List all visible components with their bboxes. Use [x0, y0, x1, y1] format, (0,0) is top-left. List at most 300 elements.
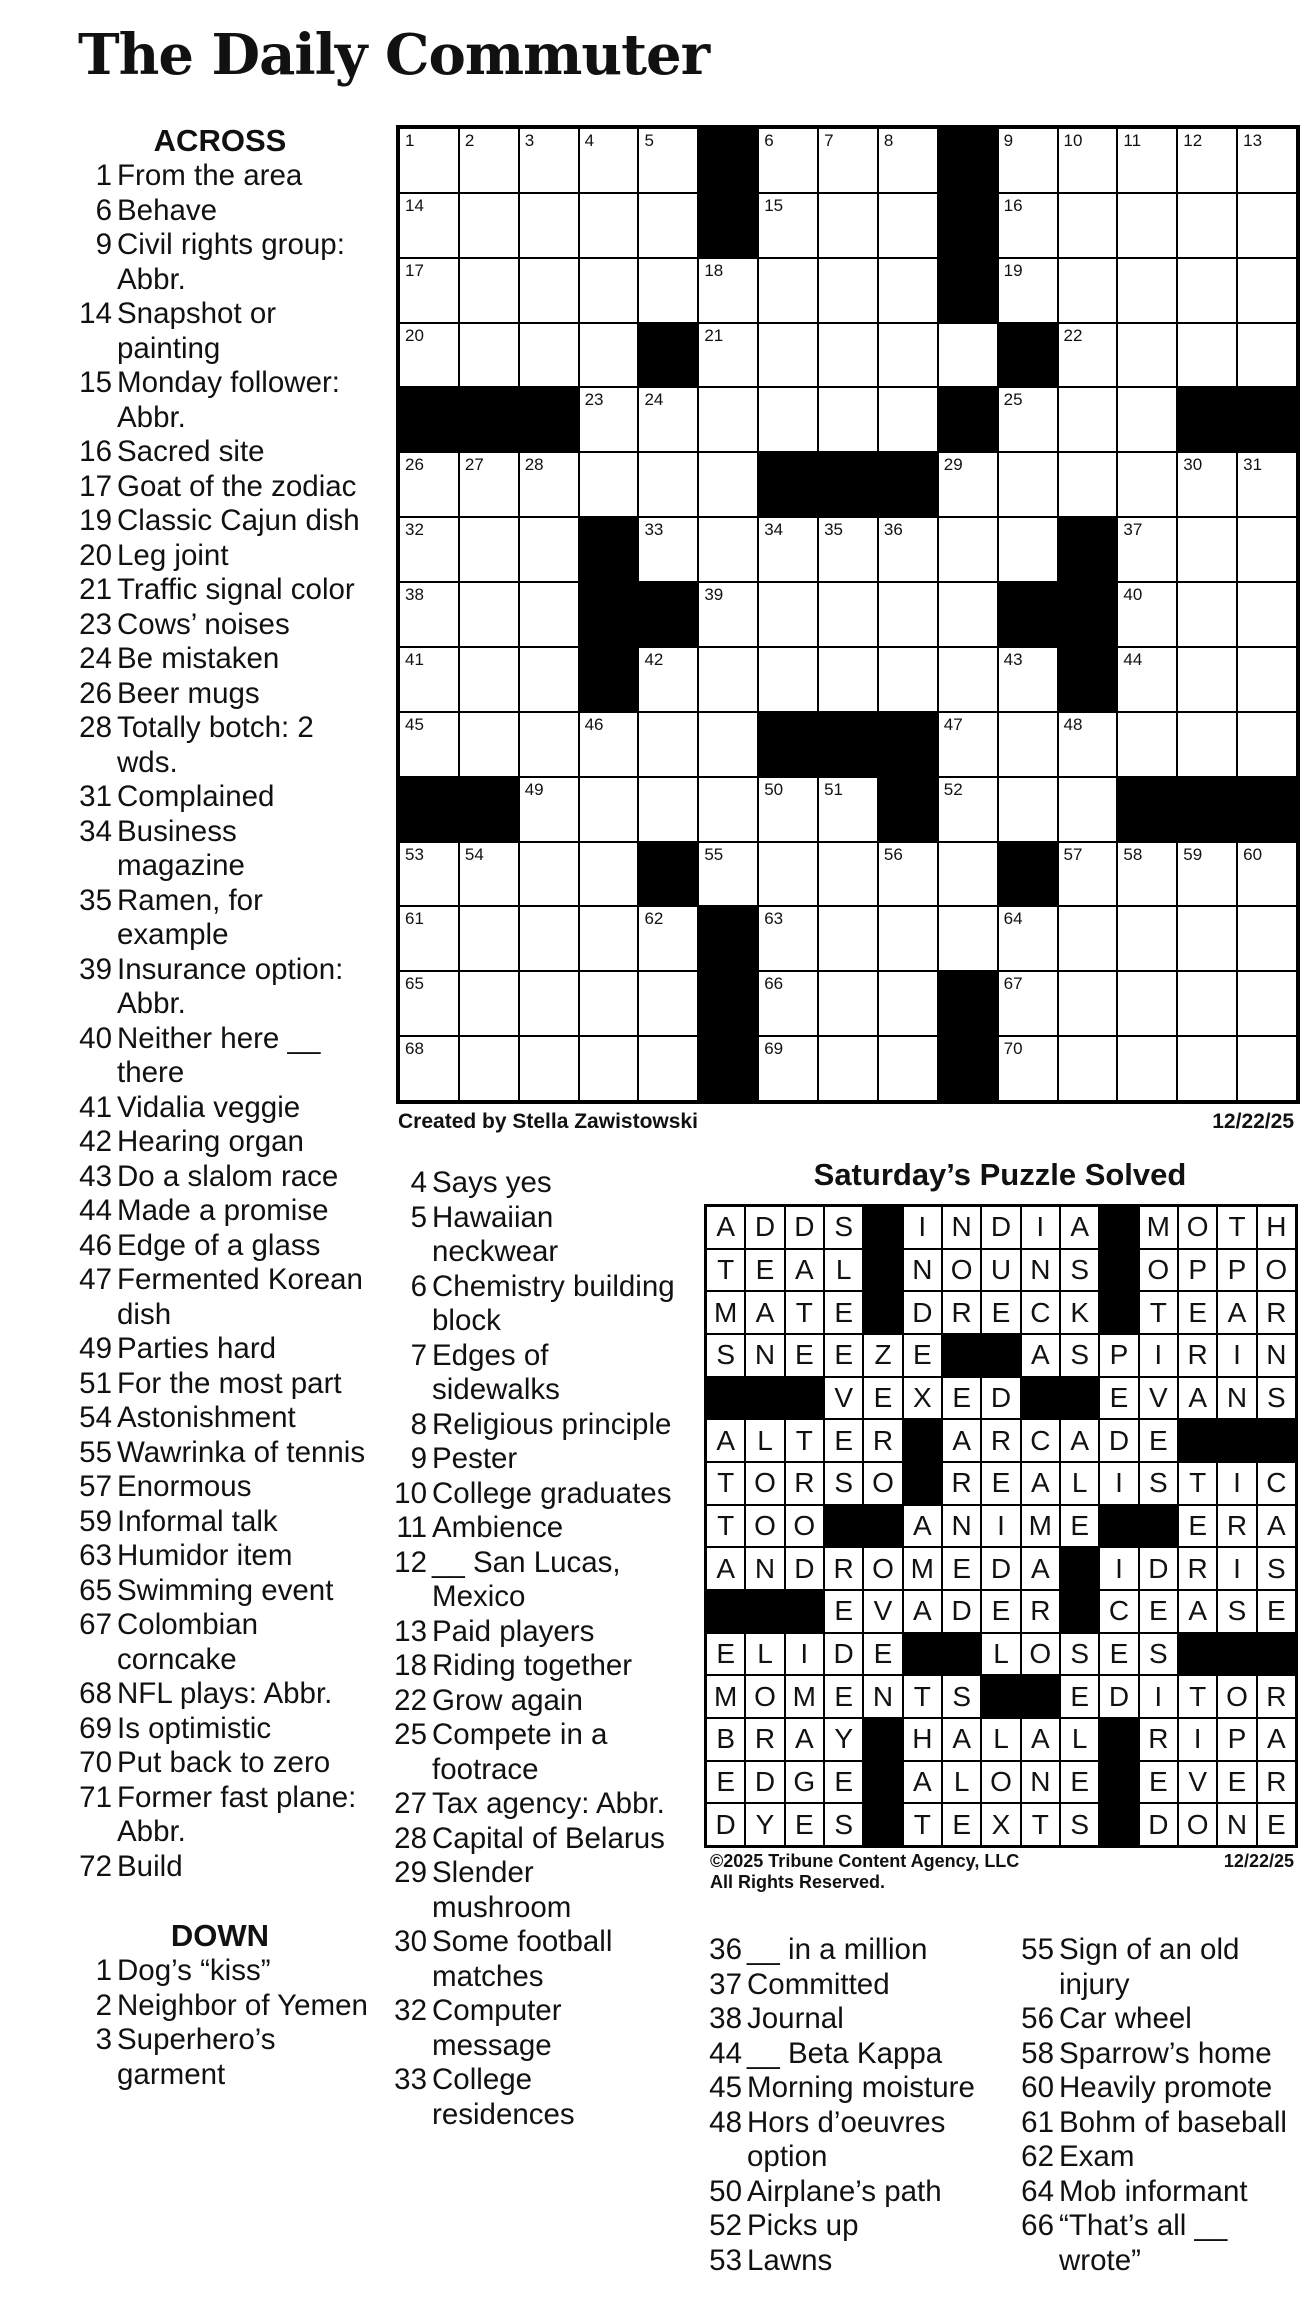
grid-cell[interactable] [638, 193, 698, 258]
black-square [638, 842, 698, 907]
grid-cell[interactable] [878, 1036, 938, 1101]
grid-cell[interactable] [1058, 387, 1118, 452]
grid-cell[interactable] [519, 258, 579, 323]
clue-number: 29 [394, 1856, 427, 1889]
grid-cell[interactable] [638, 1036, 698, 1101]
grid-cell[interactable] [1177, 842, 1237, 907]
solution-letter: V [824, 1377, 863, 1420]
grid-cell[interactable] [459, 452, 519, 517]
grid-cell[interactable] [998, 452, 1058, 517]
grid-cell[interactable] [579, 323, 639, 388]
solution-letter: E [706, 1633, 745, 1676]
cell-number: 69 [764, 1039, 784, 1059]
black-square [459, 777, 519, 842]
grid-cell[interactable] [818, 582, 878, 647]
grid-cell[interactable] [459, 971, 519, 1036]
grid-cell[interactable] [818, 517, 878, 582]
grid-cell[interactable] [1117, 647, 1177, 712]
grid-cell[interactable] [698, 387, 758, 452]
grid-cell[interactable] [638, 387, 698, 452]
solution-letter: M [903, 1547, 942, 1590]
grid-cell[interactable] [698, 517, 758, 582]
clue-number: 18 [394, 1649, 427, 1682]
grid-cell[interactable] [1117, 971, 1177, 1036]
solution-date: 12/22/25 [1223, 1851, 1294, 1871]
clue-number: 19 [79, 504, 112, 537]
grid-cell[interactable] [519, 712, 579, 777]
grid-cell[interactable] [938, 582, 998, 647]
solution-letter: V [1139, 1377, 1178, 1420]
cell-number: 70 [1003, 1039, 1023, 1059]
grid-cell[interactable] [459, 906, 519, 971]
grid-cell[interactable] [1058, 971, 1118, 1036]
solution-black-square [1257, 1419, 1296, 1462]
clue-item [70, 1712, 370, 1747]
grid-cell[interactable] [758, 906, 818, 971]
grid-cell[interactable] [758, 258, 818, 323]
grid-cell[interactable] [758, 582, 818, 647]
grid-cell[interactable] [1177, 1036, 1237, 1101]
solution-black-square [785, 1590, 824, 1633]
clue-text: Sparrow’s home [1059, 2036, 1272, 2070]
solution-letter: E [824, 1590, 863, 1633]
grid-cell[interactable] [878, 193, 938, 258]
clue-item [70, 194, 370, 229]
grid-cell[interactable] [998, 517, 1058, 582]
clue-text: College graduates [432, 1476, 672, 1510]
grid-cell[interactable] [1237, 452, 1297, 517]
grid-cell[interactable] [938, 517, 998, 582]
clue-number: 7 [410, 1338, 427, 1372]
solution-letter: T [785, 1419, 824, 1462]
grid-cell[interactable] [998, 647, 1058, 712]
grid-cell[interactable] [519, 452, 579, 517]
grid-cell[interactable] [1237, 842, 1297, 907]
solution-letter: N [942, 1505, 981, 1548]
clue-item [70, 159, 370, 194]
grid-cell[interactable] [1117, 712, 1177, 777]
grid-cell[interactable] [399, 258, 459, 323]
grid-cell[interactable] [998, 712, 1058, 777]
grid-cell[interactable] [519, 517, 579, 582]
grid-cell[interactable] [519, 647, 579, 712]
solution-black-square [863, 1249, 902, 1292]
solution-letter: D [981, 1206, 1020, 1249]
solution-letter: O [942, 1249, 981, 1292]
cell-number: 15 [764, 195, 784, 215]
grid-cell[interactable] [1237, 906, 1297, 971]
clue-item [70, 435, 370, 470]
grid-cell[interactable] [1177, 582, 1237, 647]
grid-cell[interactable] [1117, 258, 1177, 323]
clue-text: __ in a million [747, 1933, 928, 1966]
grid-cell[interactable] [878, 387, 938, 452]
clue-number: 69 [79, 1711, 112, 1745]
solution-letter: O [1217, 1675, 1256, 1718]
grid-cell[interactable] [1058, 842, 1118, 907]
cell-number: 60 [1243, 844, 1263, 864]
grid-cell[interactable] [459, 258, 519, 323]
solution-letter: E [785, 1803, 824, 1846]
grid-cell[interactable] [1058, 258, 1118, 323]
cell-number: 3 [524, 131, 535, 150]
solution-letter: L [745, 1633, 784, 1676]
grid-cell[interactable] [519, 582, 579, 647]
grid-cell[interactable] [698, 582, 758, 647]
black-square [818, 712, 878, 777]
grid-cell[interactable] [1237, 128, 1297, 193]
black-square [1117, 777, 1177, 842]
grid-cell[interactable] [758, 323, 818, 388]
cell-number: 65 [405, 974, 424, 994]
grid-cell[interactable] [1058, 452, 1118, 517]
clue-text: Picks up [747, 2209, 859, 2242]
grid-cell[interactable] [579, 452, 639, 517]
grid-cell[interactable] [459, 517, 519, 582]
grid-cell[interactable] [1237, 712, 1297, 777]
grid-cell[interactable] [938, 712, 998, 777]
solution-letter: C [1021, 1291, 1060, 1334]
grid-cell[interactable] [1177, 906, 1237, 971]
solution-black-square [1178, 1419, 1217, 1462]
grid-cell[interactable] [1058, 712, 1118, 777]
solution-letter: R [1217, 1505, 1256, 1548]
clue-text: Snapshot or painting [117, 297, 277, 365]
cell-number: 55 [704, 844, 724, 864]
grid-cell[interactable] [1237, 323, 1297, 388]
grid-cell[interactable] [519, 193, 579, 258]
grid-cell[interactable] [938, 452, 998, 517]
grid-cell[interactable] [1117, 387, 1177, 452]
grid-cell[interactable] [1177, 258, 1237, 323]
grid-cell[interactable] [638, 712, 698, 777]
clue-number: 45 [709, 2071, 742, 2104]
grid-cell[interactable] [878, 906, 938, 971]
grid-cell[interactable] [758, 128, 818, 193]
grid-cell[interactable] [459, 128, 519, 193]
grid-cell[interactable] [698, 777, 758, 842]
solution-letter: A [903, 1505, 942, 1548]
grid-cell[interactable] [1058, 323, 1118, 388]
grid-cell[interactable] [698, 712, 758, 777]
grid-cell[interactable] [638, 971, 698, 1036]
grid-cell[interactable] [459, 712, 519, 777]
clue-number: 62 [1021, 2140, 1054, 2173]
solution-letter: D [706, 1803, 745, 1846]
solution-black-square [1021, 1377, 1060, 1420]
grid-cell[interactable] [1237, 582, 1297, 647]
grid-cell[interactable] [878, 323, 938, 388]
grid-cell[interactable] [519, 1036, 579, 1101]
grid-cell[interactable] [1237, 1036, 1297, 1101]
grid-cell[interactable] [878, 842, 938, 907]
clue-item [385, 1408, 675, 1443]
grid-cell[interactable] [638, 517, 698, 582]
grid-cell[interactable] [1058, 906, 1118, 971]
grid-cell[interactable] [818, 387, 878, 452]
grid-cell[interactable] [399, 452, 459, 517]
clue-text: Civil rights group: Abbr. [117, 228, 345, 296]
grid-cell[interactable] [698, 323, 758, 388]
grid-cell[interactable] [998, 971, 1058, 1036]
grid-cell[interactable] [638, 777, 698, 842]
solution-letter: E [1139, 1761, 1178, 1804]
clue-number: 1 [95, 159, 112, 192]
grid-cell[interactable] [459, 193, 519, 258]
grid-cell[interactable] [519, 323, 579, 388]
grid-cell[interactable] [1177, 323, 1237, 388]
clue-item [70, 228, 370, 297]
solution-letter: E [1099, 1377, 1138, 1420]
grid-cell[interactable] [998, 387, 1058, 452]
grid-cell[interactable] [818, 842, 878, 907]
grid-cell[interactable] [998, 258, 1058, 323]
solution-letter: U [981, 1249, 1020, 1292]
grid-cell[interactable] [758, 647, 818, 712]
grid-cell[interactable] [998, 777, 1058, 842]
solution-letter: T [1139, 1291, 1178, 1334]
solution-letter: A [706, 1419, 745, 1462]
solution-black-square [706, 1377, 745, 1420]
solution-letter: N [863, 1675, 902, 1718]
grid-cell[interactable] [399, 647, 459, 712]
cell-number: 39 [704, 585, 724, 605]
solution-letter: D [1139, 1803, 1178, 1846]
grid-cell[interactable] [638, 258, 698, 323]
clue-text: Insurance option: Abbr. [117, 952, 344, 1020]
grid-cell[interactable] [459, 842, 519, 907]
solution-letter: D [745, 1206, 784, 1249]
grid-cell[interactable] [698, 258, 758, 323]
solution-letter: I [1217, 1334, 1256, 1377]
solution-letter: N [903, 1249, 942, 1292]
clue-number: 10 [394, 1476, 427, 1510]
grid-cell[interactable] [998, 128, 1058, 193]
solution-letter: L [745, 1419, 784, 1462]
grid-cell[interactable] [1177, 712, 1237, 777]
grid-cell[interactable] [1117, 193, 1177, 258]
grid-cell[interactable] [1237, 258, 1297, 323]
solution-letter: S [1257, 1377, 1296, 1420]
grid-cell[interactable] [1058, 193, 1118, 258]
grid-cell[interactable] [938, 777, 998, 842]
grid-cell[interactable] [399, 323, 459, 388]
grid-cell[interactable] [638, 647, 698, 712]
clue-item [385, 1718, 675, 1787]
grid-cell[interactable] [938, 842, 998, 907]
grid-cell[interactable] [459, 1036, 519, 1101]
grid-cell[interactable] [878, 582, 938, 647]
grid-cell[interactable] [1117, 1036, 1177, 1101]
grid-cell[interactable] [878, 128, 938, 193]
grid-cell[interactable] [1117, 323, 1177, 388]
grid-cell[interactable] [579, 128, 639, 193]
grid-cell[interactable] [758, 777, 818, 842]
grid-cell[interactable] [399, 517, 459, 582]
grid-cell[interactable] [1177, 193, 1237, 258]
grid-cell[interactable] [638, 906, 698, 971]
grid-cell[interactable] [638, 128, 698, 193]
grid-cell[interactable] [1058, 777, 1118, 842]
clue-text: Committed [747, 1967, 890, 2001]
solution-letter: A [1257, 1718, 1296, 1761]
grid-cell[interactable] [818, 1036, 878, 1101]
grid-cell[interactable] [818, 906, 878, 971]
cell-number: 11 [1123, 131, 1142, 150]
grid-cell[interactable] [818, 193, 878, 258]
solution-letter: Y [745, 1803, 784, 1846]
clue-item [700, 2175, 1015, 2210]
cell-number: 62 [644, 909, 664, 929]
clue-item [385, 1339, 675, 1408]
grid-cell[interactable] [818, 971, 878, 1036]
clue-text: Neither here __ there [117, 1021, 321, 1089]
grid-cell[interactable] [758, 517, 818, 582]
grid-cell[interactable] [399, 128, 459, 193]
clue-number: 22 [394, 1683, 427, 1717]
solution-letter: C [1021, 1419, 1060, 1462]
grid-cell[interactable] [818, 128, 878, 193]
grid-cell[interactable] [758, 193, 818, 258]
grid-cell[interactable] [579, 906, 639, 971]
clue-number: 64 [1021, 2174, 1054, 2208]
grid-cell[interactable] [1117, 906, 1177, 971]
grid-cell[interactable] [1058, 1036, 1118, 1101]
grid-cell[interactable] [818, 323, 878, 388]
clue-item [70, 1022, 370, 1091]
grid-cell[interactable] [519, 128, 579, 193]
grid-cell[interactable] [1058, 128, 1118, 193]
grid-cell[interactable] [1237, 517, 1297, 582]
grid-cell[interactable] [579, 387, 639, 452]
clue-text: Dog’s “kiss” [117, 1954, 271, 1987]
grid-cell[interactable] [878, 971, 938, 1036]
clue-item [70, 1194, 370, 1229]
solution-letter: E [903, 1334, 942, 1377]
grid-cell[interactable] [579, 193, 639, 258]
grid-cell[interactable] [1117, 582, 1177, 647]
black-square [519, 387, 579, 452]
clue-item [70, 1989, 370, 2024]
grid-cell[interactable] [1237, 647, 1297, 712]
solution-letter: D [981, 1377, 1020, 1420]
solution-letter: O [981, 1761, 1020, 1804]
clue-item [70, 366, 370, 435]
solution-letter: R [745, 1718, 784, 1761]
grid-cell[interactable] [1177, 128, 1237, 193]
grid-cell[interactable] [938, 906, 998, 971]
solution-letter: S [1217, 1590, 1256, 1633]
crossword-grid[interactable] [396, 125, 1300, 1104]
grid-cell[interactable] [579, 777, 639, 842]
grid-cell[interactable] [399, 582, 459, 647]
grid-cell[interactable] [399, 1036, 459, 1101]
grid-cell[interactable] [399, 193, 459, 258]
grid-cell[interactable] [399, 906, 459, 971]
grid-cell[interactable] [1237, 193, 1297, 258]
grid-cell[interactable] [1177, 517, 1237, 582]
solution-letter: E [1257, 1590, 1296, 1633]
solution-letter: O [745, 1675, 784, 1718]
clue-item [70, 1436, 370, 1471]
grid-cell[interactable] [998, 906, 1058, 971]
clue-number: 35 [79, 883, 112, 917]
solution-black-square [863, 1291, 902, 1334]
grid-cell[interactable] [1117, 842, 1177, 907]
grid-cell[interactable] [758, 842, 818, 907]
grid-cell[interactable] [698, 452, 758, 517]
grid-cell[interactable] [938, 647, 998, 712]
grid-cell[interactable] [1177, 452, 1237, 517]
grid-cell[interactable] [519, 842, 579, 907]
black-square [878, 452, 938, 517]
clue-item [385, 1201, 675, 1270]
grid-cell[interactable] [818, 647, 878, 712]
grid-cell[interactable] [818, 258, 878, 323]
clue-item [385, 1787, 675, 1822]
cell-number: 63 [764, 909, 784, 929]
grid-cell[interactable] [579, 258, 639, 323]
grid-cell[interactable] [1237, 971, 1297, 1036]
grid-cell[interactable] [1177, 647, 1237, 712]
grid-cell[interactable] [519, 906, 579, 971]
grid-cell[interactable] [519, 971, 579, 1036]
grid-cell[interactable] [878, 647, 938, 712]
grid-cell[interactable] [878, 517, 938, 582]
grid-cell[interactable] [579, 1036, 639, 1101]
grid-cell[interactable] [1117, 128, 1177, 193]
grid-cell[interactable] [998, 1036, 1058, 1101]
grid-cell[interactable] [579, 712, 639, 777]
grid-cell[interactable] [758, 971, 818, 1036]
cell-number: 29 [943, 455, 963, 475]
grid-cell[interactable] [638, 452, 698, 517]
grid-cell[interactable] [579, 842, 639, 907]
grid-cell[interactable] [758, 387, 818, 452]
masthead-title: The Daily Commuter [78, 22, 710, 88]
clue-item [70, 642, 370, 677]
clue-item [385, 1649, 675, 1684]
clue-text: Former fast plane: Abbr. [117, 1780, 357, 1848]
grid-cell[interactable] [758, 1036, 818, 1101]
grid-cell[interactable] [1117, 517, 1177, 582]
grid-cell[interactable] [459, 323, 519, 388]
clue-text: Hawaiian neckwear [432, 1200, 559, 1268]
grid-cell[interactable] [399, 842, 459, 907]
grid-cell[interactable] [459, 582, 519, 647]
grid-cell[interactable] [698, 647, 758, 712]
grid-cell[interactable] [459, 647, 519, 712]
grid-cell[interactable] [938, 323, 998, 388]
grid-cell[interactable] [818, 777, 878, 842]
solution-letter: O [863, 1547, 902, 1590]
grid-cell[interactable] [1117, 452, 1177, 517]
grid-cell[interactable] [878, 258, 938, 323]
solution-letter: P [1099, 1334, 1138, 1377]
solution-letter: R [1139, 1718, 1178, 1761]
grid-cell[interactable] [519, 777, 579, 842]
grid-cell[interactable] [1177, 971, 1237, 1036]
solution-letter: T [1178, 1462, 1217, 1505]
grid-cell[interactable] [399, 971, 459, 1036]
grid-cell[interactable] [579, 971, 639, 1036]
grid-cell[interactable] [399, 712, 459, 777]
grid-cell[interactable] [998, 193, 1058, 258]
cell-number: 10 [1063, 131, 1083, 150]
cell-number: 20 [405, 325, 424, 345]
grid-cell[interactable] [698, 842, 758, 907]
cell-number: 30 [1183, 455, 1203, 475]
